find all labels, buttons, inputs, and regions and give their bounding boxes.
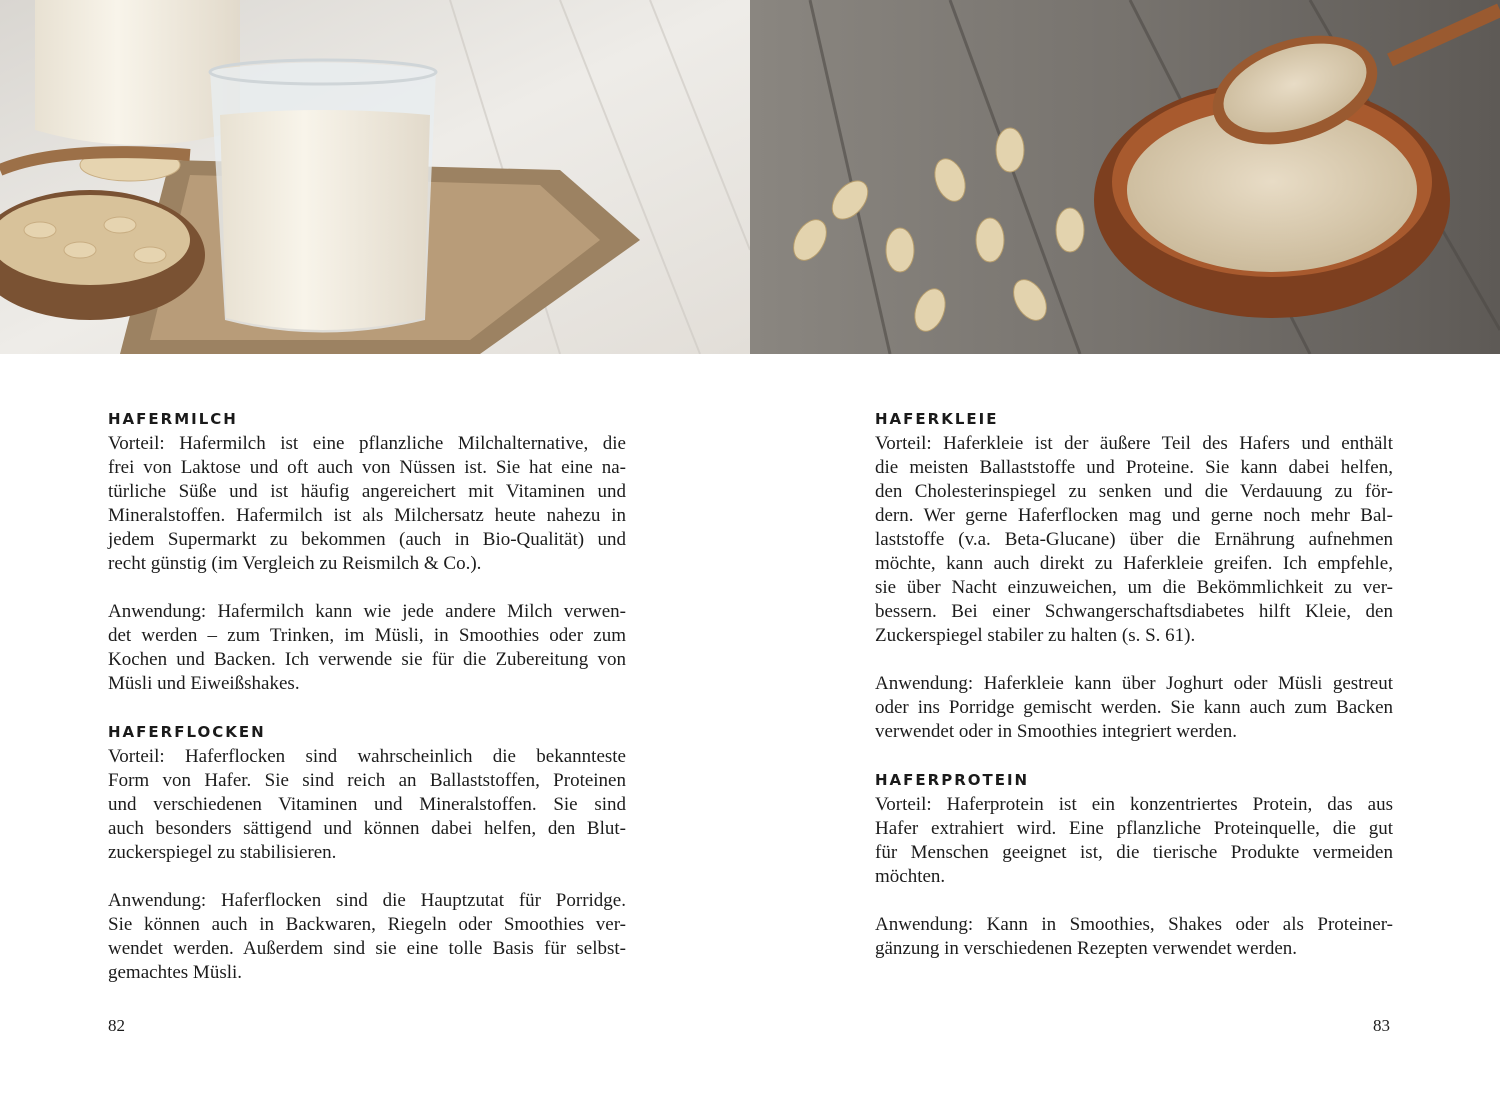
text-line: auch besonders sättigend und können dabei helfen, den Blut- <box>108 818 626 839</box>
section-heading: HAFERKLEIE <box>875 410 999 428</box>
page-number-left: 82 <box>108 1016 125 1035</box>
text-line: Anwendung: Kann in Smoothies, Shakes oder als Proteiner- <box>875 914 1393 935</box>
text-line: die meisten Ballaststoffe und Proteine. Sie kann dabei helfen, <box>875 457 1393 478</box>
text-line: zuckerspiegel zu stabilisieren. <box>108 842 337 863</box>
right-page-text <box>875 406 1393 961</box>
text-line: oder ins Porridge gemischt werden. Sie kann auch zum Backen <box>875 697 1393 718</box>
text-line: dern. Wer gerne Haferflocken mag und gerne noch mehr Bal- <box>875 505 1393 526</box>
text-line: und verschiedenen Vitaminen und Mineralstoffen. Sie sind <box>108 794 626 815</box>
paragraph <box>108 889 626 985</box>
text-line: wendet werden. Außerdem sind sie eine tolle Basis für selbst- <box>108 938 626 959</box>
text-line: möchten. <box>875 866 946 887</box>
text-line: jedem Supermarkt zu bekommen (auch in Bio-Qualität) und <box>108 529 626 550</box>
text-line: Vorteil: Haferprotein ist ein konzentriertes Protein, das aus <box>875 794 1393 815</box>
text-line: sie über Nacht einzuweichen, um die Bekömmlichkeit zu ver- <box>875 577 1393 598</box>
section-heading: HAFERFLOCKEN <box>108 723 266 741</box>
photo-oat-milk <box>0 0 750 354</box>
paragraph <box>108 745 626 865</box>
text-line: recht günstig (im Vergleich zu Reismilch & Co.). <box>108 553 482 574</box>
text-line: laststoffe (v.a. Beta-Glucane) über die Ernährung aufnehmen <box>875 529 1393 550</box>
text-line: Kochen und Backen. Ich verwende sie für die Zubereitung von <box>108 649 626 670</box>
section-heading: HAFERMILCH <box>108 410 238 428</box>
text-line: bessern. Bei einer Schwangerschaftsdiabetes hilft Kleie, den <box>875 601 1393 622</box>
text-line: det werden – zum Trinken, im Müsli, in Smoothies oder zum <box>108 625 626 646</box>
left-page-text <box>108 406 626 985</box>
text-line: Anwendung: Haferflocken sind die Hauptzutat für Porridge. <box>108 890 626 911</box>
paragraph <box>108 432 626 576</box>
text-line: verwendet oder in Smoothies integriert werden. <box>875 721 1237 742</box>
paragraph <box>108 600 626 696</box>
paragraph <box>875 432 1393 648</box>
paragraph <box>875 913 1393 961</box>
paragraph <box>875 672 1393 744</box>
page-number-right: 83 <box>1373 1016 1390 1035</box>
text-line: gemachtes Müsli. <box>108 962 243 983</box>
text-line: frei von Laktose und oft auch von Nüssen ist. Sie hat eine na- <box>108 457 626 478</box>
text-line: Vorteil: Hafermilch ist eine pflanzliche Milchalternative, die <box>108 433 626 454</box>
text-line: Vorteil: Haferflocken sind wahrscheinlich die bekannteste <box>108 746 626 767</box>
section-heading: HAFERPROTEIN <box>875 771 1030 789</box>
text-line: den Cholesterinspiegel zu senken und die Verdauung zu för- <box>875 481 1393 502</box>
text-line: Mineralstoffen. Hafermilch ist als Milchersatz heute nahezu in <box>108 505 626 526</box>
text-line: Hafer extrahiert wird. Eine pflanzliche Proteinquelle, die gut <box>875 818 1393 839</box>
photo-oat-bran <box>750 0 1500 354</box>
text-line: Anwendung: Haferkleie kann über Joghurt oder Müsli gestreut <box>875 673 1393 694</box>
text-line: Form von Hafer. Sie sind reich an Ballaststoffen, Proteinen <box>108 770 626 791</box>
text-line: Sie können auch in Backwaren, Riegeln oder Smoothies ver- <box>108 914 626 935</box>
text-line: Vorteil: Haferkleie ist der äußere Teil des Hafers und enthält <box>875 433 1393 454</box>
text-line: Anwendung: Hafermilch kann wie jede andere Milch verwen- <box>108 601 626 622</box>
text-line: gänzung in verschiedenen Rezepten verwendet werden. <box>875 938 1298 959</box>
text-line: Zuckerspiegel stabiler zu halten (s. S. 61). <box>875 625 1196 646</box>
text-line: möchte, kann auch direkt zu Haferkleie greifen. Ich empfehle, <box>875 553 1393 574</box>
text-line: für Menschen geeignet ist, die tierische Produkte vermeiden <box>875 842 1393 863</box>
paragraph <box>875 793 1393 889</box>
text-line: türliche Süße und ist häufig angereichert mit Vitaminen und <box>108 481 626 502</box>
text-line: Müsli und Eiweißshakes. <box>108 673 300 694</box>
